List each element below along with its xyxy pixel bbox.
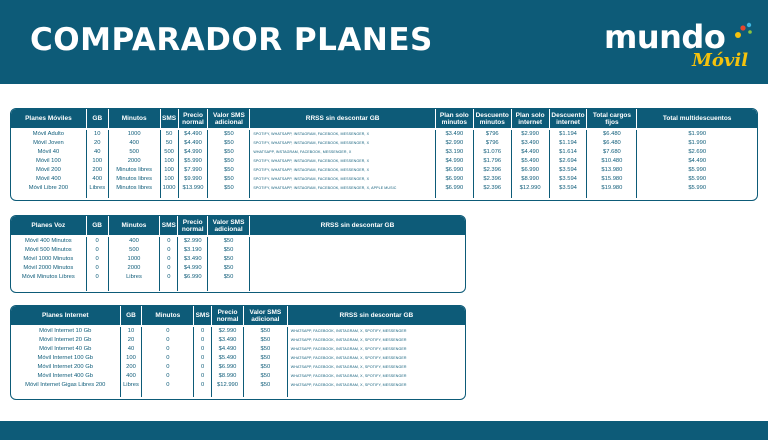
column-header: Planes Móviles [11, 109, 87, 128]
page-title: COMPARADOR PLANES [30, 22, 433, 58]
table-cell: $6.990 [445, 176, 464, 182]
table-cell [250, 264, 465, 273]
table-cell: WHATSAPP, FACEBOOK, INSTAGRAM, X, SPOTIFY, MESSENGER [290, 356, 407, 360]
table-cell: 50 [165, 140, 173, 146]
table-cell: $3.490 [445, 131, 464, 137]
table-cell: $9.990 [184, 176, 202, 182]
table-cell: 100 [164, 167, 174, 173]
column-header: RRSS sin descontar GB [288, 306, 465, 325]
table-cell: $6.990 [445, 185, 464, 191]
table-cell: $10.480 [601, 158, 623, 164]
table-cell: Móvil Libre 200 [28, 185, 69, 191]
column-header: Valor SMS adicional [208, 216, 250, 235]
table-cell: 0 [166, 337, 170, 343]
table-cell: SPOTIFY, WHATSAPP, INSTAGRAM, FACEBOOK, MESSENGER, X [253, 141, 370, 145]
table-cell: 40 [94, 149, 101, 155]
table-cell: 200 [92, 167, 103, 173]
table-cell: $1.614 [559, 149, 577, 155]
table-cell: 0 [201, 355, 205, 361]
table-cell: $796 [485, 140, 499, 146]
table-cell: 0 [201, 373, 205, 379]
column-header: RRSS sin descontar GB [250, 109, 436, 128]
column-header: GB [87, 109, 109, 128]
table-cell: $50 [260, 337, 271, 343]
table-cell: $2.990 [445, 140, 464, 146]
table-cell: $2.396 [483, 167, 502, 173]
table-cell: WHATSAPP, INSTAGRAM, FACEBOOK, MESSENGER, X [253, 150, 352, 154]
table-cell: Minutos libres [116, 167, 153, 173]
table-cell: Móvil Internet 400 Gb [37, 373, 93, 379]
table-cell: $4.490 [521, 149, 539, 155]
column-header: Planes Voz [11, 216, 87, 235]
table-cell: $2.690 [688, 149, 707, 155]
table-cell: $2.990 [521, 131, 539, 137]
table-cell: 0 [166, 328, 170, 334]
table-cell [250, 273, 465, 282]
table-cell: $3.490 [183, 256, 202, 262]
logo-wordmark: mundo [604, 18, 726, 56]
table-cell: $50 [223, 247, 234, 253]
table-cell: $1.796 [483, 158, 502, 164]
table-cell: $4.490 [184, 131, 202, 137]
column-header: Valor SMS adicional [244, 306, 288, 325]
table-column [208, 130, 250, 198]
table-cell: $50 [224, 140, 234, 146]
internet-header-row [11, 306, 465, 325]
table-cell: 0 [95, 256, 99, 262]
table-cell: 0 [166, 382, 170, 388]
table-cell: 0 [166, 364, 170, 370]
table-cell: Móvil 400 [35, 176, 61, 182]
table-cell: Móvil Internet Gigas Libres 200 [25, 382, 106, 388]
table-cell: $3.594 [559, 185, 577, 191]
table-cell: 0 [167, 238, 171, 244]
column-header: Minutos [109, 109, 161, 128]
table-cell: $2.990 [183, 238, 202, 244]
table-column [194, 327, 212, 397]
table-cell: 400 [129, 140, 139, 146]
table-cell: 0 [166, 355, 170, 361]
table-column [121, 327, 143, 397]
table-cell: 100 [126, 355, 136, 361]
table-cell: $3.594 [559, 176, 577, 182]
table-cell: 2000 [127, 158, 141, 164]
table-cell: 1000 [162, 185, 176, 191]
table-cell: WHATSAPP, FACEBOOK, INSTAGRAM, X, SPOTIFY, MESSENGER [290, 329, 407, 333]
column-header: GB [121, 306, 143, 325]
table-cell: 50 [165, 131, 173, 137]
table-cell: $50 [224, 176, 234, 182]
table-cell: 200 [126, 364, 136, 370]
column-header: Total cargos fijos [587, 109, 637, 128]
table-cell: SPOTIFY, WHATSAPP, INSTAGRAM, FACEBOOK, MESSENGER, X [253, 132, 370, 136]
table-cell: $15.980 [601, 176, 623, 182]
table-column [288, 327, 465, 397]
column-header: Valor SMS adicional [208, 109, 250, 128]
table-cell: $50 [224, 185, 234, 191]
table-cell: $4.990 [184, 149, 202, 155]
column-header: Planes Internet [11, 306, 121, 325]
table-cell: 40 [127, 346, 135, 352]
column-header: Total multidescuentos [637, 109, 757, 128]
table-cell: $50 [224, 149, 234, 155]
table-cell: 20 [127, 337, 135, 343]
table-cell: $4.490 [218, 346, 237, 352]
table-cell: 0 [201, 328, 205, 334]
column-header: Plan solo minutos [436, 109, 474, 128]
table-cell: Móvil 40 [37, 149, 60, 155]
table-cell: $19.980 [601, 185, 623, 191]
column-header: RRSS sin descontar GB [250, 216, 465, 235]
table-cell: 0 [201, 346, 205, 352]
table-cell: SPOTIFY, WHATSAPP, INSTAGRAM, FACEBOOK, MESSENGER, X [253, 177, 370, 181]
table-cell: 100 [164, 158, 174, 164]
table-cell: $5.990 [688, 185, 707, 191]
table-cell: 0 [95, 274, 99, 280]
table-cell: 0 [95, 238, 99, 244]
logo-dots-icon [732, 20, 754, 42]
table-cell [250, 237, 465, 246]
column-header: Precio normal [178, 216, 208, 235]
table-cell: Libres [126, 274, 142, 280]
moviles-header-row [11, 109, 757, 128]
table-cell: 0 [167, 247, 171, 253]
table-column [178, 237, 208, 291]
column-header: Precio normal [179, 109, 209, 128]
table-cell: 100 [164, 176, 174, 182]
table-cell: 20 [94, 140, 101, 146]
logo-subtitle: Móvil [692, 50, 749, 71]
table-cell: Móvil Internet 200 Gb [37, 364, 93, 370]
table-cell: Móvil Internet 20 Gb [39, 337, 92, 343]
table-cell: Minutos libres [116, 176, 153, 182]
voz-header-row [11, 216, 465, 235]
table-cell: 0 [166, 373, 170, 379]
table-cell: $50 [260, 364, 271, 370]
table-cell: $5.490 [218, 355, 237, 361]
table-cell: WHATSAPP, FACEBOOK, INSTAGRAM, X, SPOTIFY, MESSENGER [290, 347, 407, 351]
table-cell: $50 [223, 265, 234, 271]
table-cell: Móvil Adulto [32, 131, 65, 137]
table-cell: $50 [260, 328, 271, 334]
table-cell: 10 [127, 328, 135, 334]
table-cell: SPOTIFY, WHATSAPP, INSTAGRAM, FACEBOOK, MESSENGER, X [253, 168, 370, 172]
table-cell: $5.990 [688, 176, 707, 182]
table-column [208, 237, 250, 291]
table-cell: 1000 [127, 131, 141, 137]
table-cell: 400 [126, 373, 136, 379]
table-column [474, 130, 512, 198]
brand-logo [604, 14, 754, 76]
table-cell: $4.490 [184, 140, 202, 146]
table-cell: 500 [164, 149, 174, 155]
table-cell [250, 246, 465, 255]
table-cell: 0 [167, 256, 171, 262]
table-cell: $50 [224, 167, 234, 173]
table-column [11, 327, 121, 397]
table-cell: $8.990 [521, 176, 539, 182]
moviles-body [11, 130, 757, 198]
table-cell: 0 [167, 274, 171, 280]
table-cell: $5.990 [688, 167, 707, 173]
table-cell: 10 [94, 131, 101, 137]
table-cell: $13.980 [601, 167, 623, 173]
table-cell: WHATSAPP, FACEBOOK, INSTAGRAM, X, SPOTIFY, MESSENGER [290, 365, 407, 369]
table-cell: 0 [95, 265, 99, 271]
table-cell: Minutos libres [116, 185, 153, 191]
column-header: Descuento internet [550, 109, 588, 128]
table-cell: $6.480 [603, 140, 621, 146]
table-column [109, 237, 161, 291]
table-column [11, 237, 87, 291]
header-bar [0, 0, 768, 84]
table-column [11, 130, 87, 198]
table-cell: $1.194 [559, 140, 577, 146]
table-cell: $5.490 [521, 158, 539, 164]
table-column [550, 130, 588, 198]
table-column [436, 130, 474, 198]
table-column [212, 327, 244, 397]
table-cell: 2000 [127, 265, 141, 271]
voz-body [11, 237, 465, 291]
table-cell: WHATSAPP, FACEBOOK, INSTAGRAM, X, SPOTIFY, MESSENGER [290, 338, 407, 342]
table-cell: 100 [92, 158, 103, 164]
table-cell: SPOTIFY, WHATSAPP, INSTAGRAM, FACEBOOK, MESSENGER, X [253, 159, 370, 163]
column-header: Precio normal [212, 306, 244, 325]
table-cell: 500 [129, 149, 139, 155]
table-cell: Móvil 2000 Minutos [23, 265, 74, 271]
table-cell: Móvil 400 Minutos [24, 238, 72, 244]
table-column [87, 130, 109, 198]
table-cell: $4.490 [688, 158, 707, 164]
table-cell: Libres [123, 382, 139, 388]
table-cell: Libres [89, 185, 106, 191]
column-header: SMS [160, 216, 178, 235]
table-cell: Móvil Internet 10 Gb [39, 328, 92, 334]
table-cell: Móvil 1000 Minutos [23, 256, 74, 262]
table-cell [250, 255, 465, 264]
table-cell: $1.990 [688, 131, 707, 137]
table-cell: 0 [201, 364, 205, 370]
table-cell: $2.396 [483, 185, 502, 191]
table-cell: SPOTIFY, WHATSAPP, INSTAGRAM, FACEBOOK, MESSENGER, X, APPLE MUSIC [253, 186, 397, 190]
table-cell: Móvil 500 Minutos [24, 247, 72, 253]
table-cell: $3.594 [559, 167, 577, 173]
column-header: GB [87, 216, 109, 235]
table-cell: $6.990 [183, 274, 202, 280]
table-cell: $7.990 [184, 167, 202, 173]
table-cell: $50 [223, 238, 234, 244]
table-cell: $6.990 [445, 167, 464, 173]
table-cell: $50 [260, 373, 271, 379]
table-cell: $3.490 [521, 140, 539, 146]
table-cell: Móvil 200 [35, 167, 61, 173]
table-column [244, 327, 288, 397]
table-cell: $50 [260, 346, 271, 352]
table-cell: $3.190 [183, 247, 202, 253]
table-cell: WHATSAPP, FACEBOOK, INSTAGRAM, X, SPOTIFY, MESSENGER [290, 383, 407, 387]
column-header: SMS [194, 306, 212, 325]
table-cell: Móvil Internet 40 Gb [39, 346, 92, 352]
internet-body [11, 327, 465, 397]
table-cell: $50 [223, 274, 234, 280]
table-cell: 0 [201, 337, 205, 343]
column-header: Minutos [109, 216, 161, 235]
table-cell: 400 [129, 238, 139, 244]
footer-bar [0, 421, 768, 440]
table-column [512, 130, 550, 198]
table-column [250, 237, 465, 291]
table-cell: $50 [224, 131, 234, 137]
table-cell: $5.990 [184, 158, 202, 164]
table-cell: $3.190 [445, 149, 464, 155]
table-cell: $2.396 [483, 176, 502, 182]
column-header: SMS [161, 109, 179, 128]
table-cell: $6.990 [521, 167, 539, 173]
table-column [637, 130, 757, 198]
table-cell: $12.990 [217, 382, 239, 388]
table-cell: $3.490 [218, 337, 237, 343]
table-cell: 0 [201, 382, 205, 388]
table-column [109, 130, 161, 198]
column-header: Minutos [142, 306, 194, 325]
table-column [87, 237, 109, 291]
table-column [250, 130, 436, 198]
table-cell: $4.990 [445, 158, 464, 164]
column-header: Plan solo internet [512, 109, 550, 128]
internet-table [10, 305, 466, 400]
table-cell: $50 [223, 256, 234, 262]
table-column [587, 130, 637, 198]
table-column [142, 327, 194, 397]
table-cell: $1.076 [483, 149, 502, 155]
table-cell: $4.990 [183, 265, 202, 271]
table-cell: $2.694 [559, 158, 577, 164]
table-cell: $796 [485, 131, 499, 137]
column-header: Descuento minutos [474, 109, 512, 128]
table-cell: 1000 [127, 256, 141, 262]
table-cell: $7.680 [603, 149, 621, 155]
table-cell: 0 [95, 247, 99, 253]
moviles-table [10, 108, 758, 201]
table-cell: $12.990 [519, 185, 541, 191]
table-column [179, 130, 209, 198]
table-column [160, 237, 178, 291]
table-cell: Móvil Minutos Libres [21, 274, 75, 280]
table-cell: 0 [167, 265, 171, 271]
table-cell: $50 [224, 158, 234, 164]
table-cell: WHATSAPP, FACEBOOK, INSTAGRAM, X, SPOTIFY, MESSENGER [290, 374, 407, 378]
table-cell: Móvil Joven [33, 140, 64, 146]
table-cell: $6.990 [218, 364, 237, 370]
table-cell: $50 [260, 382, 271, 388]
table-cell: $8.990 [218, 373, 237, 379]
table-cell: $1.194 [559, 131, 577, 137]
table-cell: Móvil Internet 100 Gb [37, 355, 93, 361]
table-cell: 400 [92, 176, 103, 182]
table-cell: $2.990 [218, 328, 237, 334]
table-cell: 500 [129, 247, 139, 253]
table-cell: $1.990 [688, 140, 707, 146]
table-cell: Móvil 100 [35, 158, 61, 164]
table-column [161, 130, 179, 198]
table-cell: $13.990 [182, 185, 204, 191]
table-cell: $50 [260, 355, 271, 361]
table-cell: $6.480 [603, 131, 621, 137]
table-cell: 0 [166, 346, 170, 352]
voz-table [10, 215, 466, 293]
